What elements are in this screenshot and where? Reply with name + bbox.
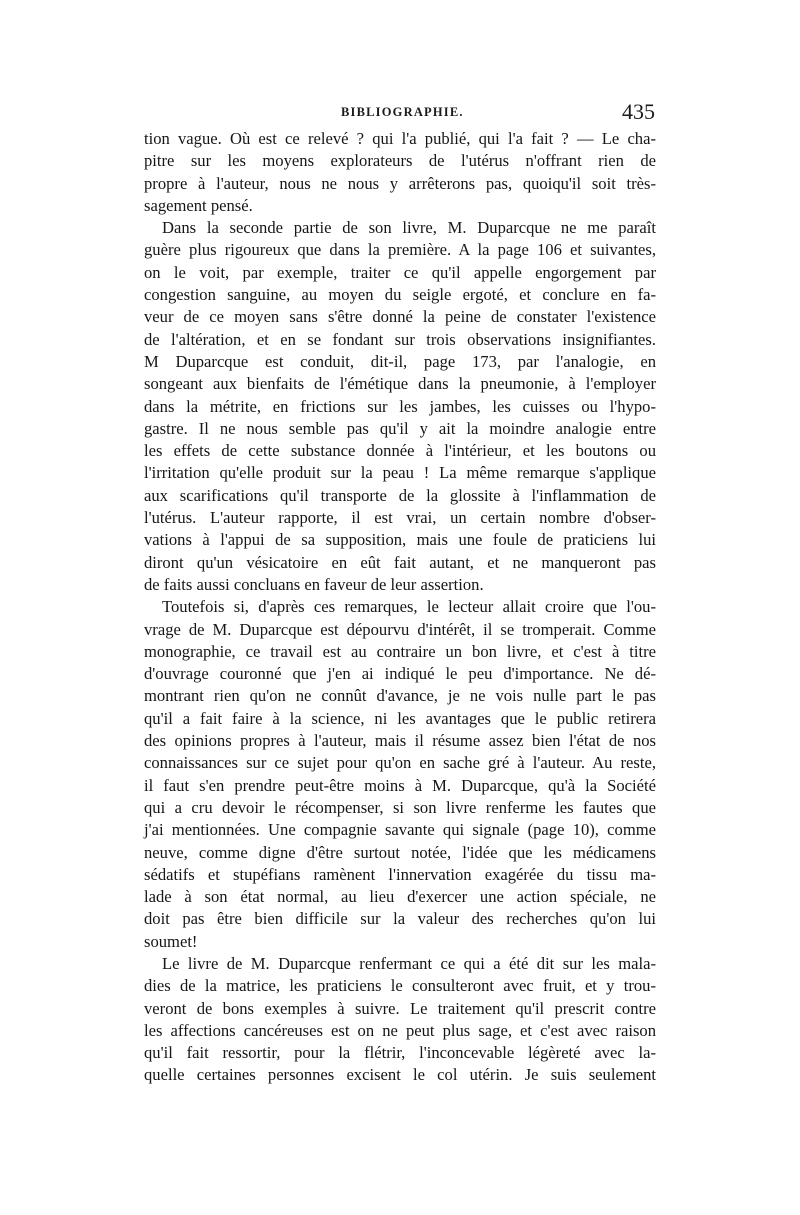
text-line: connaissances sur ce sujet pour qu'on en sache gré à l'auteur. Au reste, (144, 753, 656, 773)
text-line: sédatifs et stupéfians ramènent l'innervation exagérée du tissu ma- (144, 864, 656, 884)
text-line: de faits aussi concluans en faveur de leur assertion. (144, 574, 484, 594)
text-line: vations à l'appui de sa supposition, mais une foule de praticiens lui (144, 530, 656, 550)
text-line: gastre. Il ne nous semble pas qu'il y ait la moindre analogie entre (144, 418, 656, 438)
text-line: dans la métrite, en frictions sur les jambes, les cuisses ou l'hypo- (144, 396, 656, 416)
text-line: montrant rien qu'on ne connût d'avance, je ne vois nulle part le pas (144, 686, 656, 706)
text-line: guère plus rigoureux que dans la première. A la page 106 et suivantes, (144, 240, 656, 260)
text-line: vrage de M. Duparcque est dépourvu d'intérêt, il se tromperait. Comme (144, 619, 656, 639)
text-line: propre à l'auteur, nous ne nous y arrêterons pas, quoiqu'il soit très- (144, 173, 656, 193)
text-line: qu'il a fait faire à la science, ni les avantages que le public retirera (144, 708, 656, 728)
text-line: il faut s'en prendre peut-être moins à M. Duparcque, qu'à la Société (144, 775, 656, 795)
paragraph-2 (144, 217, 656, 596)
text-line: veur de ce moyen sans s'être donné la peine de constater l'existence (144, 307, 656, 327)
paragraph-1 (144, 128, 656, 217)
page-header (0, 97, 800, 129)
text-line: quelle certaines personnes excisent le col utérin. Je suis seulement (144, 1065, 656, 1085)
text-line: monographie, ce travail est au contraire un bon livre, et c'est à titre (144, 641, 656, 661)
text-line: dies de la matrice, les praticiens le consulteront avec fruit, et y trou- (144, 976, 656, 996)
text-line: congestion sanguine, au moyen du seigle ergoté, et conclure en fa- (144, 285, 656, 305)
text-line: doit pas être bien difficile sur la valeur des recherches qu'on lui (144, 909, 656, 929)
running-title: BIBLIOGRAPHIE. (341, 105, 464, 119)
text-line: Dans la seconde partie de son livre, M. Duparcque ne me paraît (162, 218, 656, 238)
text-line: des opinions propres à l'auteur, mais il résume assez bien l'état de nos (144, 731, 656, 751)
text-line: diront qu'un vésicatoire en eût fait autant, et ne manqueront pas (144, 552, 656, 572)
text-line: j'ai mentionnées. Une compagnie savante qui signale (page 10), comme (144, 820, 656, 840)
text-line: les effets de cette substance donnée à l'intérieur, et les boutons ou (144, 441, 656, 461)
page-number: 435 (622, 99, 655, 124)
text-line: on le voit, par exemple, traiter ce qu'il appelle engorgement par (144, 262, 656, 282)
text-line: d'ouvrage couronné que j'en ai indiqué le peu d'importance. Ne dé- (144, 664, 656, 684)
text-line: Toutefois si, d'après ces remarques, le lecteur allait croire que l'ou- (162, 597, 656, 617)
text-line: soumet! (144, 931, 198, 951)
body-text (144, 128, 656, 1087)
text-line: qui a cru devoir le récompenser, si son livre renferme les fautes que (144, 797, 656, 817)
text-line: songeant aux bienfaits de l'émétique dans la pneumonie, à l'employer (144, 374, 656, 394)
text-line: M Duparcque est conduit, dit-il, page 173, par l'analogie, en (144, 351, 656, 371)
paragraph-3 (144, 596, 656, 953)
paragraph-4 (144, 953, 656, 1087)
text-line: qu'il fait ressortir, pour la flétrir, l'inconcevable légèreté avec la- (144, 1043, 656, 1063)
text-line: Le livre de M. Duparcque renfermant ce qui a été dit sur les mala- (162, 953, 656, 973)
text-line: lade à son état normal, au lieu d'exercer une action spéciale, ne (144, 887, 656, 907)
text-line: sagement pensé. (144, 195, 253, 215)
text-line: les affections cancéreuses est on ne peut plus sage, et c'est avec raison (144, 1020, 656, 1040)
text-line: aux scarifications qu'il transporte de la glossite à l'inflammation de (144, 485, 656, 505)
text-line: tion vague. Où est ce relevé ? qui l'a publié, qui l'a fait ? — Le cha- (144, 129, 656, 148)
text-line: de l'altération, et en se fondant sur trois observations insignifiantes. (144, 329, 656, 349)
text-line: neuve, comme digne d'être surtout notée, l'idée que les médicamens (144, 842, 656, 862)
text-line: pitre sur les moyens explorateurs de l'utérus n'offrant rien de (144, 151, 656, 171)
text-line: veront de bons exemples à suivre. Le traitement qu'il prescrit contre (144, 998, 656, 1018)
text-line: l'irritation qu'elle produit sur la peau ! La même remarque s'applique (144, 463, 656, 483)
text-line: l'utérus. L'auteur rapporte, il est vrai, un certain nombre d'obser- (144, 508, 656, 528)
